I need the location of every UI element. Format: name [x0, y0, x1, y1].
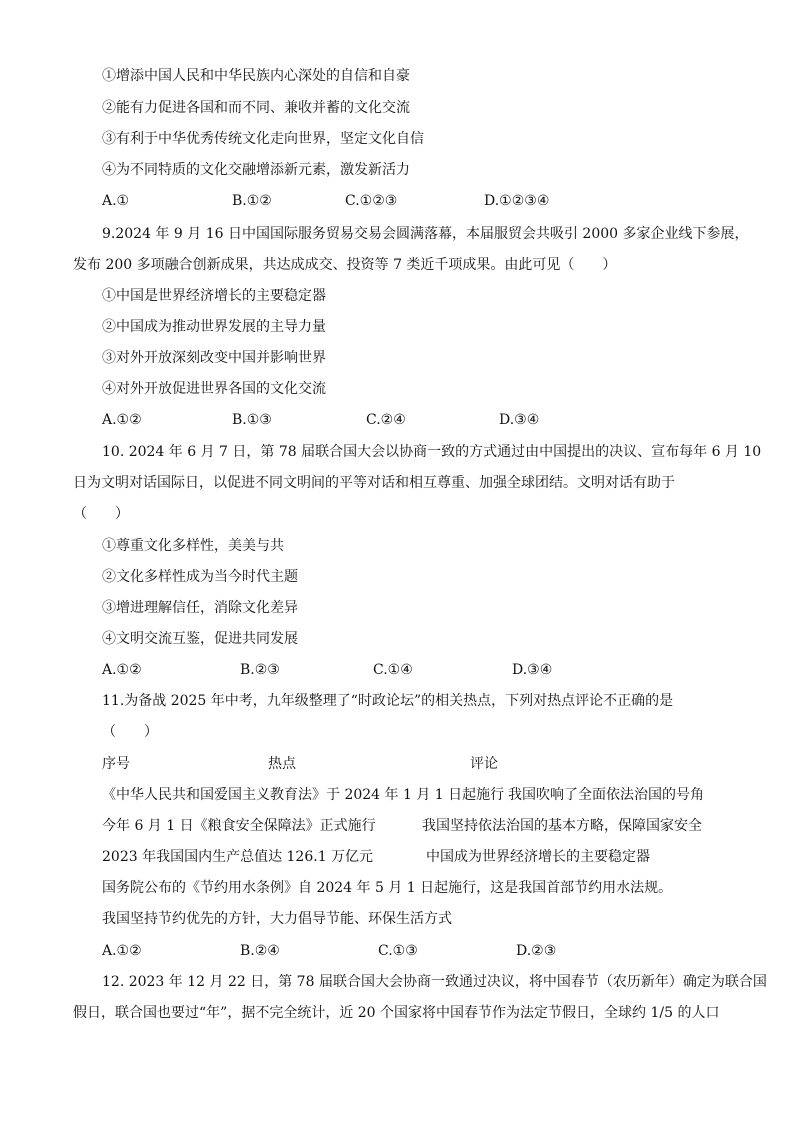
q10-stem-line-1: 10. 2024 年 6 月 7 日，第 78 届联合国大会以协商一致的方式通过由中国提出的决议、宣布每年 6 月 10 — [102, 444, 762, 460]
q10-item-1: ①尊重文化多样性，美美与共 — [102, 538, 284, 554]
q9-item-1: ①中国是世界经济增长的主要稳定器 — [102, 288, 326, 304]
q10-option-c: C.①④ — [373, 662, 413, 678]
q10-stem-line-2: 日为文明对话国际日，以促进不同文明间的平等对话和相互尊重、加强全球团结。文明对话有助于 — [73, 475, 675, 491]
table-row-2-comment: 我国坚持依法治国的基本方略，保障国家安全 — [422, 818, 702, 834]
table-row-3-comment: 中国成为世界经济增长的主要稳定器 — [426, 849, 650, 865]
q8-item-1: ①增添中国人民和中华民族内心深处的自信和自豪 — [102, 68, 410, 84]
table-header-hotspot: 热点 — [268, 756, 296, 772]
q9-item-2: ②中国成为推动世界发展的主导力量 — [102, 319, 326, 335]
q11-option-a: A.①② — [102, 943, 142, 959]
q11-option-b: B.②④ — [240, 943, 280, 959]
table-header-comment: 评论 — [470, 756, 498, 772]
q11-option-d: D.②③ — [516, 943, 557, 959]
q9-option-b: B.①③ — [232, 412, 272, 428]
q8-item-3: ③有利于中华优秀传统文化走向世界，坚定文化自信 — [102, 131, 424, 147]
q10-option-a: A.①② — [102, 662, 142, 678]
table-row-4-hotspot: 国务院公布的《节约用水条例》自 2024 年 5 月 1 日起施行，这是我国首部节约用水法规。 — [102, 880, 673, 896]
q8-option-b: B.①② — [232, 193, 272, 209]
q11-option-c: C.①③ — [378, 943, 418, 959]
q10-option-d: D.③④ — [512, 662, 553, 678]
q10-item-2: ②文化多样性成为当今时代主题 — [102, 569, 298, 585]
q9-option-c: C.②④ — [366, 412, 406, 428]
q12-stem-line-2: 假日，联合国也要过“年”，据不完全统计，近 20 个国家将中国春节作为法定节假日，全球约 1/5 的人口 — [73, 1005, 720, 1021]
table-row-1-comment: 我国吹响了全面依法治国的号角 — [508, 787, 704, 803]
q10-item-4: ④文明交流互鉴，促进共同发展 — [102, 631, 298, 647]
q10-option-b: B.②③ — [240, 662, 280, 678]
table-header-index: 序号 — [102, 756, 130, 772]
q9-stem-line-1: 9.2024 年 9 月 16 日中国国际服务贸易交易会圆满落幕，本届服贸会共吸引 2000 多家企业线下参展， — [102, 226, 749, 242]
q8-option-d: D.①②③④ — [484, 193, 550, 209]
q11-stem-line-1: 11.为备战 2025 年中考，九年级整理了“时政论坛”的相关热点，下列对热点评论不正确的是 — [102, 693, 674, 709]
q8-option-c: C.①②③ — [345, 193, 398, 209]
q9-stem-line-2: 发布 200 多项融合创新成果，共达成成交、投资等 7 类近千项成果。由此可见（ ） — [73, 257, 617, 273]
q9-item-3: ③对外开放深刻改变中国并影响世界 — [102, 350, 326, 366]
q10-item-3: ③增进理解信任，消除文化差异 — [102, 600, 298, 616]
q12-stem-line-1: 12. 2023 年 12 月 22 日，第 78 届联合国大会协商一致通过决议，将中国春节（农历新年）确定为联合国 — [102, 974, 767, 990]
table-row-4-comment: 我国坚持节约优先的方针，大力倡导节能、环保生活方式 — [102, 911, 452, 927]
table-row-2-hotspot: 今年 6 月 1 日《粮食安全保障法》正式施行 — [102, 818, 376, 834]
q8-item-4: ④为不同特质的文化交融增添新元素，激发新活力 — [102, 162, 410, 178]
q11-stem-line-2: （ ） — [102, 724, 158, 740]
q8-option-a: A.① — [102, 193, 130, 209]
q9-option-a: A.①② — [102, 412, 142, 428]
q8-item-2: ②能有力促进各国和而不同、兼收并蓄的文化交流 — [102, 100, 410, 116]
q9-option-d: D.③④ — [499, 412, 540, 428]
table-row-3-hotspot: 2023 年我国国内生产总值达 126.1 万亿元 — [102, 849, 374, 865]
table-row-1-hotspot: 《中华人民共和国爱国主义教育法》于 2024 年 1 月 1 日起施行 — [102, 787, 505, 803]
q10-stem-line-3: （ ） — [73, 506, 129, 522]
q9-item-4: ④对外开放促进世界各国的文化交流 — [102, 381, 326, 397]
